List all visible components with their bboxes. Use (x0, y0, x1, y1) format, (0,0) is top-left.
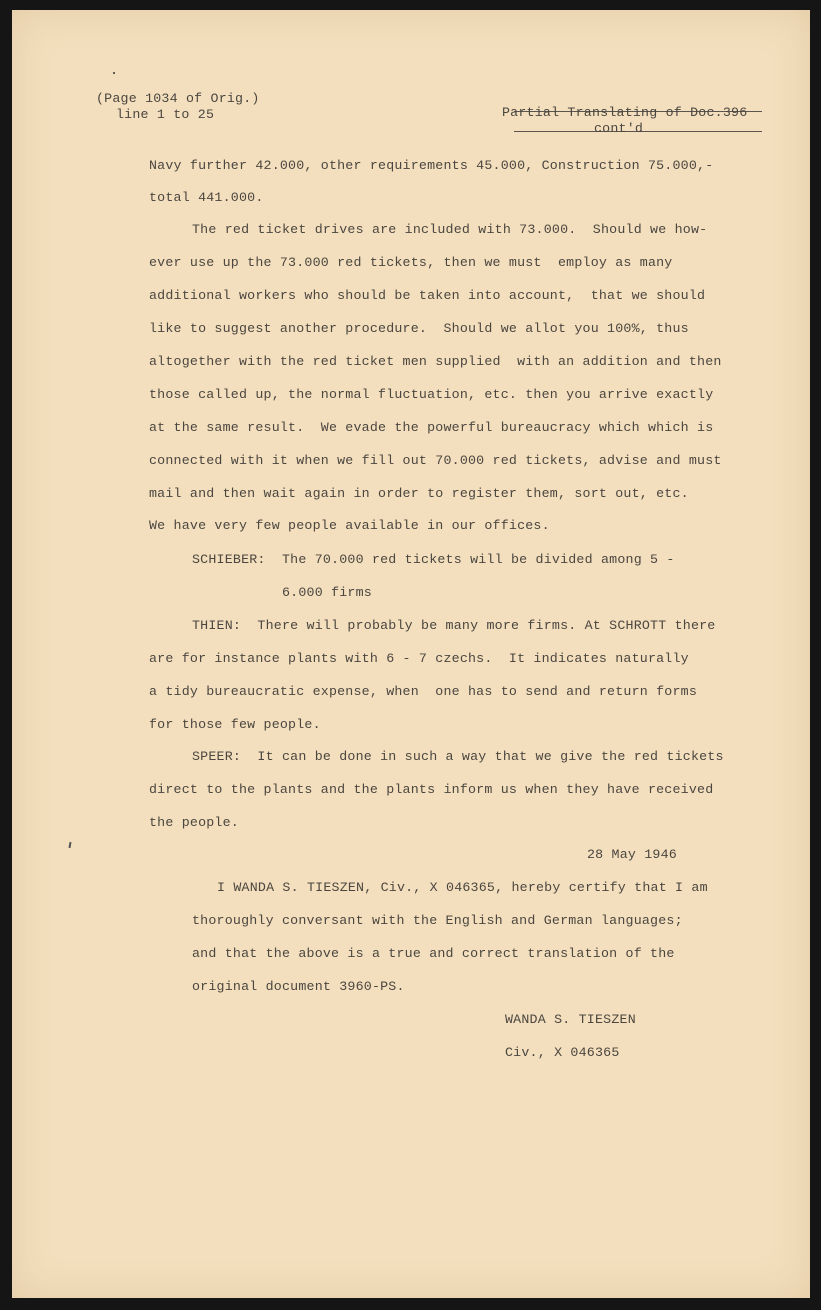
continued-label: cont'd (594, 121, 644, 136)
signatory-name: WANDA S. TIESZEN (505, 1012, 636, 1027)
body-line: altogether with the red ticket men supplied with an addition and then (149, 354, 722, 369)
body-line: at the same result. We evade the powerful bureaucracy which which is (149, 420, 714, 435)
body-line: a tidy bureaucratic expense, when one has to send and return forms (149, 684, 698, 699)
certification-line: and that the above is a true and correct translation of the (192, 946, 675, 961)
body-line: like to suggest another procedure. Should we allot you 100%, thus (149, 321, 689, 336)
body-line: those called up, the normal fluctuation, etc. then you arrive exactly (149, 387, 714, 402)
document-page (12, 10, 810, 1298)
body-line: 6.000 firms (282, 585, 372, 600)
signatory-id: Civ., X 046365 (505, 1045, 620, 1060)
body-line: ever use up the 73.000 red tickets, then we must employ as many (149, 255, 673, 270)
speaker-line: SCHIEBER: The 70.000 red tickets will be divided among 5 - (192, 552, 675, 567)
body-line: for those few people. (149, 717, 321, 732)
speaker-line: SPEER: It can be done in such a way that we give the red tickets (192, 749, 724, 764)
stray-mark (113, 72, 115, 74)
body-line: connected with it when we fill out 70.000 red tickets, advise and must (149, 453, 722, 468)
body-line: the people. (149, 815, 239, 830)
certification-date: 28 May 1946 (587, 847, 677, 862)
certification-line: original document 3960-PS. (192, 979, 405, 994)
body-line: The red ticket drives are included with 73.000. Should we how- (192, 222, 708, 237)
page-reference: (Page 1034 of Orig.) (96, 91, 260, 106)
document-title: Partial Translating of Doc.396 (502, 105, 748, 120)
body-line: direct to the plants and the plants inform us when they have received (149, 782, 714, 797)
certification-line: I WANDA S. TIESZEN, Civ., X 046365, hereby certify that I am (217, 880, 708, 895)
stray-mark (68, 842, 71, 848)
body-line: are for instance plants with 6 - 7 czechs. It indicates naturally (149, 651, 689, 666)
body-line: total 441.000. (149, 190, 264, 205)
body-line: We have very few people available in our offices. (149, 518, 550, 533)
body-line: additional workers who should be taken into account, that we should (149, 288, 706, 303)
body-line: mail and then wait again in order to register them, sort out, etc. (149, 486, 689, 501)
certification-line: thoroughly conversant with the English and German languages; (192, 913, 683, 928)
speaker-line: THIEN: There will probably be many more firms. At SCHROTT there (192, 618, 716, 633)
body-line: Navy further 42.000, other requirements 45.000, Construction 75.000,- (149, 158, 714, 173)
line-reference: line 1 to 25 (116, 107, 215, 122)
